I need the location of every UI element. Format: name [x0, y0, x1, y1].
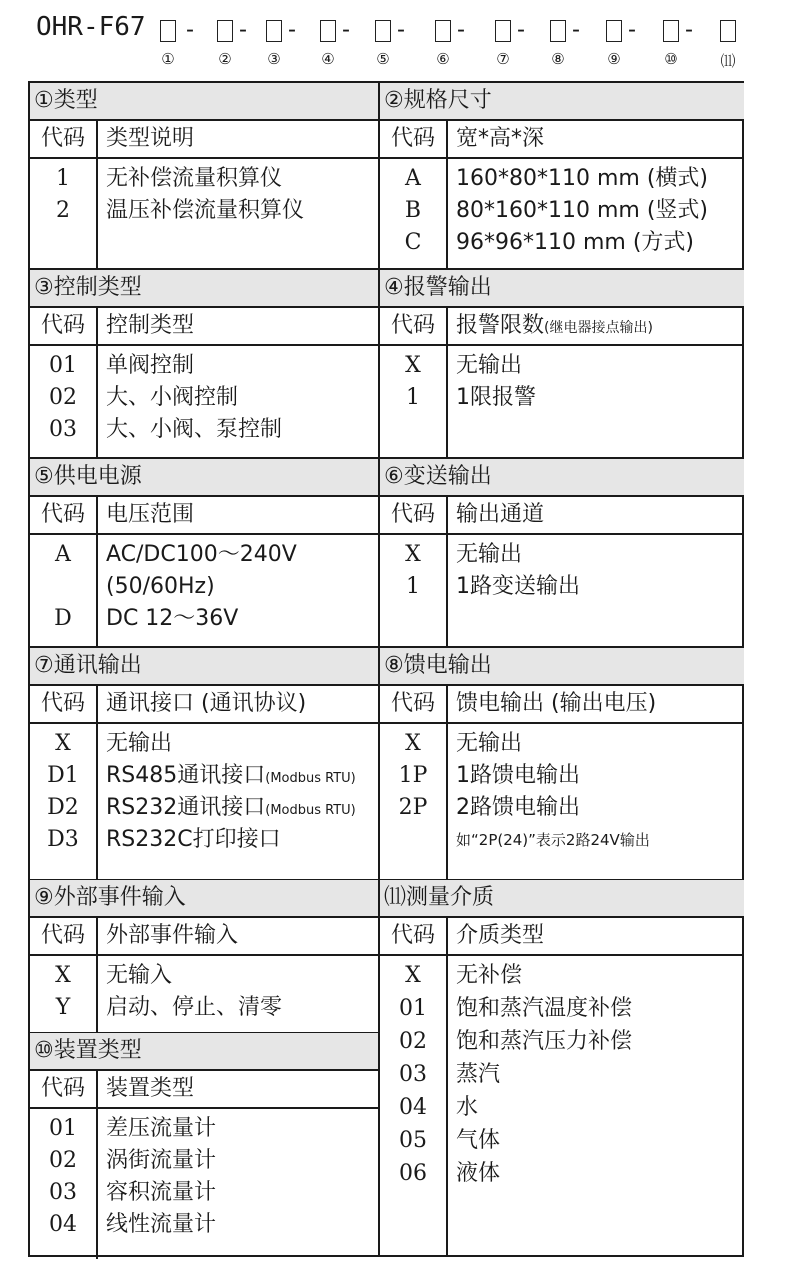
- row-code: 03: [49, 1180, 77, 1205]
- section-title: ①类型: [30, 83, 378, 121]
- row-desc: 无输出: [456, 731, 523, 756]
- section-body: [380, 724, 744, 880]
- row-desc: RS485通讯接口(Modbus RTU): [106, 763, 356, 788]
- code-slot: [663, 20, 679, 42]
- table-row: [380, 960, 744, 992]
- slot-number: ③: [267, 50, 281, 68]
- section-title: ③控制类型: [30, 270, 378, 308]
- header-desc: 馈电输出 (输出电压): [456, 691, 657, 716]
- slot-number: ⑦: [496, 50, 510, 68]
- table-row: [380, 1092, 744, 1124]
- row-desc: 差压流量计: [106, 1116, 217, 1141]
- code-dash: -: [572, 16, 580, 43]
- row-code: B: [404, 198, 422, 223]
- row-code: 05: [399, 1128, 427, 1153]
- code-slot: [217, 20, 233, 42]
- header-divider: [96, 121, 98, 157]
- header-divider: [446, 121, 448, 157]
- header-divider: [96, 1071, 98, 1107]
- table-row: [380, 993, 744, 1025]
- row-code: D: [54, 606, 72, 631]
- header-desc: 通讯接口 (通讯协议): [106, 691, 307, 716]
- table-row: [380, 350, 744, 382]
- code-slot: [160, 20, 176, 42]
- table-row: [30, 350, 378, 382]
- code-dash: -: [457, 16, 465, 43]
- row-desc: 96*96*110 mm (方式): [456, 230, 694, 255]
- row-code: Y: [55, 995, 71, 1020]
- column-header: [30, 918, 378, 956]
- table-row: [30, 195, 378, 227]
- table-row: [380, 1158, 744, 1190]
- slot-number: ④: [321, 50, 335, 68]
- table-row: [380, 539, 744, 571]
- column-header: [380, 121, 744, 159]
- row-desc-note: (Modbus RTU): [265, 771, 356, 786]
- section-title: ⑨外部事件输入: [30, 880, 378, 918]
- section-title: ⑥变送输出: [380, 459, 744, 497]
- header-desc: 报警限数(继电器接点输出): [456, 313, 653, 338]
- row-desc: 水: [456, 1095, 479, 1120]
- row-code: 2P: [398, 795, 428, 820]
- row-code: 1: [56, 166, 70, 191]
- row-desc: 启动、停止、清零: [106, 995, 283, 1020]
- row-desc: RS232通讯接口(Modbus RTU): [106, 795, 356, 820]
- model-code: [30, 8, 750, 78]
- table-row: [380, 571, 744, 603]
- header-desc-note: (继电器接点输出): [544, 320, 653, 336]
- header-divider: [446, 686, 448, 722]
- header-code: 代码: [390, 126, 435, 151]
- section-body: [380, 159, 744, 269]
- section-s10: [30, 1033, 378, 1259]
- table-row: [380, 760, 744, 792]
- section-s8: [380, 648, 744, 880]
- section-s3: [30, 270, 378, 458]
- header-divider: [96, 686, 98, 722]
- column-header: [380, 308, 744, 346]
- row-desc: 大、小阀控制: [106, 385, 239, 410]
- table-row: [30, 414, 378, 446]
- header-code: 代码: [40, 1076, 85, 1101]
- column-header: [30, 686, 378, 724]
- row-code: D3: [47, 827, 79, 852]
- code-slot: [266, 20, 282, 42]
- row-code: 2: [56, 198, 70, 223]
- section-title: ②规格尺寸: [380, 83, 744, 121]
- slot-number: ②: [218, 50, 232, 68]
- row-code: 03: [399, 1062, 427, 1087]
- header-code: 代码: [40, 923, 85, 948]
- slot-number: ⑨: [607, 50, 621, 68]
- header-divider: [96, 918, 98, 954]
- row-code: X: [55, 731, 71, 756]
- row-code: 01: [49, 1116, 77, 1141]
- table-row: [380, 792, 744, 824]
- header-code: 代码: [40, 313, 85, 338]
- header-desc: 宽*高*深: [456, 126, 545, 151]
- section-s9: [30, 880, 378, 1033]
- row-code: 02: [49, 385, 77, 410]
- header-code: 代码: [390, 313, 435, 338]
- section-body: [380, 535, 744, 647]
- row-desc: 单阀控制: [106, 353, 195, 378]
- header-desc: 电压范围: [106, 502, 195, 527]
- row-code: X: [405, 353, 421, 378]
- row-code: X: [405, 542, 421, 567]
- header-code: 代码: [40, 126, 85, 151]
- section-s5: [30, 459, 378, 647]
- section-body: [30, 956, 378, 1033]
- header-divider: [96, 497, 98, 533]
- section-s2: [380, 83, 744, 269]
- slot-number: ⑧: [551, 50, 565, 68]
- row-code: D2: [47, 795, 79, 820]
- table-row: [30, 1145, 378, 1177]
- slot-number: ⑤: [376, 50, 390, 68]
- code-slot: [720, 20, 736, 42]
- table-row: [30, 824, 378, 856]
- row-code: 1: [406, 574, 420, 599]
- table-row-note: [380, 824, 744, 856]
- row-code: X: [55, 963, 71, 988]
- table-row: [380, 728, 744, 760]
- table-row: [30, 728, 378, 760]
- row-code: A: [55, 542, 71, 567]
- row-code: 03: [49, 417, 77, 442]
- header-desc: 介质类型: [456, 923, 545, 948]
- row-desc: AC/DC100～240V: [106, 542, 297, 567]
- table-row: [380, 1059, 744, 1091]
- row-desc: 1限报警: [456, 385, 536, 410]
- table-row: [30, 760, 378, 792]
- row-code: 04: [399, 1095, 427, 1120]
- section-body: [30, 159, 378, 269]
- row-desc: 液体: [456, 1161, 501, 1186]
- row-code: C: [404, 230, 422, 255]
- row-desc: 2路馈电输出: [456, 795, 580, 820]
- row-code: X: [405, 963, 421, 988]
- column-header: [380, 497, 744, 535]
- column-header: [30, 497, 378, 535]
- row-code: 1P: [398, 763, 428, 788]
- column-header: [30, 121, 378, 159]
- section-title: ⑧馈电输出: [380, 648, 744, 686]
- table-row: [380, 1026, 744, 1058]
- header-desc: 输出通道: [456, 502, 545, 527]
- section-s1: [30, 83, 378, 269]
- header-code: 代码: [390, 923, 435, 948]
- row-code: X: [405, 731, 421, 756]
- table-row: [30, 539, 378, 571]
- column-header: [380, 918, 744, 956]
- header-code: 代码: [40, 502, 85, 527]
- row-desc: 饱和蒸汽温度补偿: [456, 996, 633, 1021]
- section-title: ⑤供电电源: [30, 459, 378, 497]
- slot-number: ⑥: [436, 50, 450, 68]
- row-desc: 无输出: [106, 731, 173, 756]
- row-desc: 无输出: [456, 542, 523, 567]
- row-desc: 1路馈电输出: [456, 763, 580, 788]
- column-header: [30, 1071, 378, 1109]
- row-desc: 饱和蒸汽压力补偿: [456, 1029, 633, 1054]
- row-desc: 无补偿: [456, 963, 523, 988]
- row-code: 04: [49, 1212, 77, 1237]
- row-code: 01: [49, 353, 77, 378]
- section-body: [30, 535, 378, 647]
- header-divider: [446, 308, 448, 344]
- table-row: [30, 1209, 378, 1241]
- code-slot: [435, 20, 451, 42]
- code-dash: -: [342, 16, 350, 43]
- table-row: [380, 227, 744, 259]
- row-desc: 大、小阀、泵控制: [106, 417, 283, 442]
- header-code: 代码: [40, 691, 85, 716]
- row-desc: RS232C打印接口: [106, 827, 281, 852]
- row-code: 02: [49, 1148, 77, 1173]
- model-prefix: OHR-F67: [36, 12, 146, 42]
- table-row: [380, 195, 744, 227]
- column-header: [380, 686, 744, 724]
- row-desc: DC 12～36V: [106, 606, 239, 631]
- table-row: [30, 382, 378, 414]
- row-desc: 温压补偿流量积算仪: [106, 198, 305, 223]
- section-s7: [30, 648, 378, 880]
- section-title: ⑾测量介质: [380, 880, 744, 918]
- code-slot: [495, 20, 511, 42]
- row-note: 如“2P(24)”表示2路24V输出: [456, 831, 650, 849]
- table-row: [30, 1113, 378, 1145]
- row-desc: 气体: [456, 1128, 501, 1153]
- row-desc: 80*160*110 mm (竖式): [456, 198, 708, 223]
- row-desc: (50/60Hz): [106, 574, 215, 599]
- slot-number: ⑾: [720, 52, 736, 70]
- table-row: [30, 1177, 378, 1209]
- row-desc-note: (Modbus RTU): [265, 803, 356, 818]
- table-row: [380, 382, 744, 414]
- header-code: 代码: [390, 502, 435, 527]
- header-divider: [446, 497, 448, 533]
- table-row: [30, 571, 378, 603]
- header-desc: 控制类型: [106, 313, 195, 338]
- table-row: [30, 792, 378, 824]
- header-divider: [446, 918, 448, 954]
- section-s4: [380, 270, 744, 458]
- row-desc: 涡街流量计: [106, 1148, 217, 1173]
- section-title: ⑩装置类型: [30, 1033, 378, 1071]
- table-row: [380, 1125, 744, 1157]
- header-desc: 装置类型: [106, 1076, 195, 1101]
- code-dash: -: [239, 16, 247, 43]
- section-body: [380, 346, 744, 458]
- table-row: [380, 163, 744, 195]
- slot-number: ①: [161, 50, 175, 68]
- row-desc: 容积流量计: [106, 1180, 217, 1205]
- section-body: [30, 1109, 378, 1259]
- row-desc: 无输出: [456, 353, 523, 378]
- row-desc: 无输入: [106, 963, 173, 988]
- header-desc: 类型说明: [106, 126, 195, 151]
- table-row: [30, 163, 378, 195]
- table-row: [30, 603, 378, 635]
- table-row: [30, 960, 378, 992]
- code-slot: [375, 20, 391, 42]
- row-code: 01: [399, 996, 427, 1021]
- table-row: [30, 992, 378, 1024]
- section-body: [30, 724, 378, 880]
- section-s11: [380, 880, 744, 1256]
- code-dash: -: [628, 16, 636, 43]
- code-dash: -: [186, 16, 194, 43]
- row-desc: 1路变送输出: [456, 574, 580, 599]
- code-slot: [606, 20, 622, 42]
- code-slot: [320, 20, 336, 42]
- section-body: [30, 346, 378, 458]
- row-desc: 160*80*110 mm (横式): [456, 166, 708, 191]
- section-title: ⑦通讯输出: [30, 648, 378, 686]
- code-dash: -: [288, 16, 296, 43]
- code-slot: [550, 20, 566, 42]
- slot-number: ⑩: [664, 50, 678, 68]
- row-desc: 无补偿流量积算仪: [106, 166, 283, 191]
- row-desc: 蒸汽: [456, 1062, 501, 1087]
- row-code: 02: [399, 1029, 427, 1054]
- row-code: A: [405, 166, 421, 191]
- code-dash: -: [685, 16, 693, 43]
- code-dash: -: [517, 16, 525, 43]
- header-desc: 外部事件输入: [106, 923, 239, 948]
- row-code: D1: [47, 763, 79, 788]
- section-body: [380, 956, 744, 1256]
- header-code: 代码: [390, 691, 435, 716]
- code-dash: -: [397, 16, 405, 43]
- row-code: 1: [406, 385, 420, 410]
- header-divider: [96, 308, 98, 344]
- selection-table: [28, 81, 744, 1257]
- row-code: 06: [399, 1161, 427, 1186]
- row-desc: 线性流量计: [106, 1212, 217, 1237]
- column-header: [30, 308, 378, 346]
- section-s6: [380, 459, 744, 647]
- section-title: ④报警输出: [380, 270, 744, 308]
